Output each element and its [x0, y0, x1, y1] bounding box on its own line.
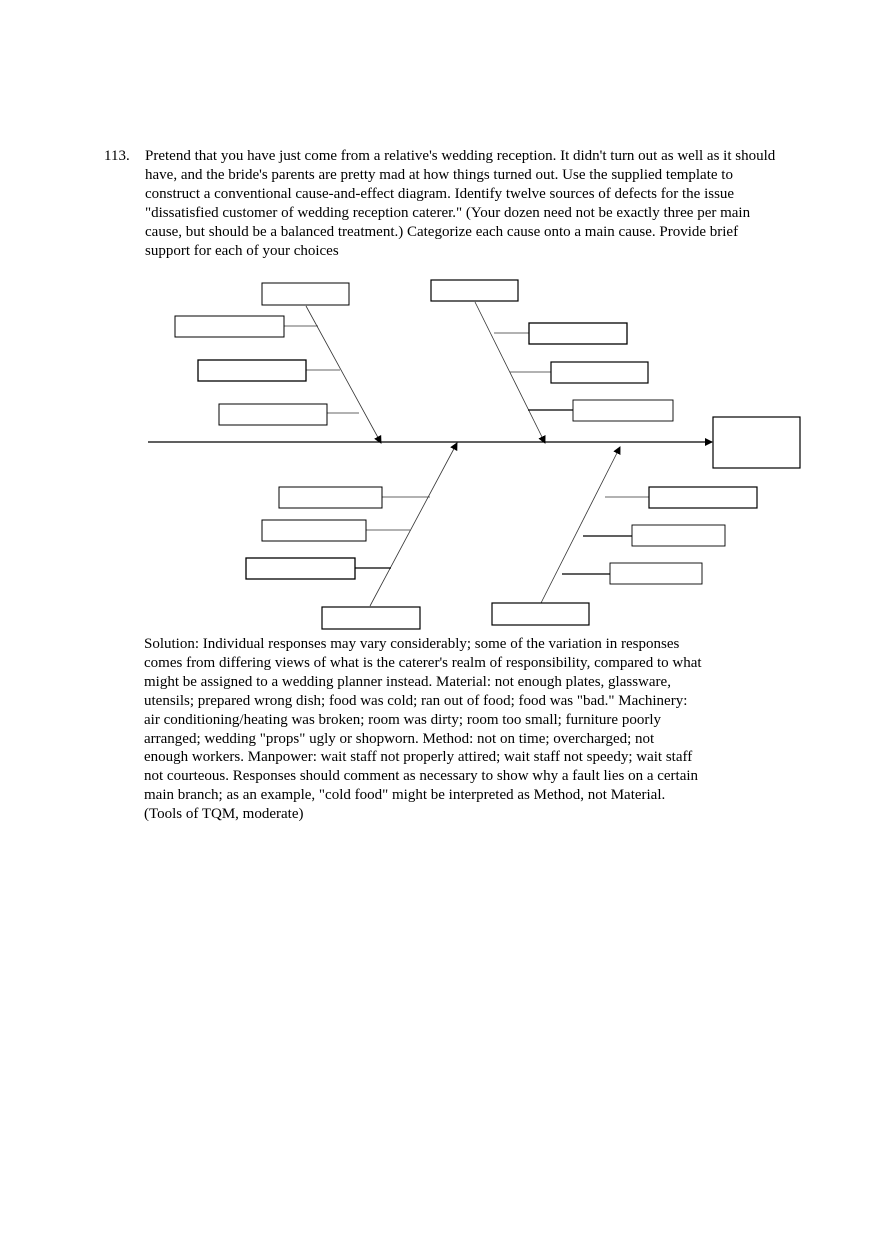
bone-upper-right: [431, 280, 673, 443]
main-cause-box: [322, 607, 420, 629]
sub-cause-box: [219, 404, 327, 425]
sub-cause-box: [198, 360, 306, 381]
solution: [144, 635, 744, 824]
sub-cause-box: [262, 520, 366, 541]
solution-line: might be assigned to a wedding planner instead. Material: not enough plates, glassware,: [144, 673, 671, 690]
solution-line: main branch; as an example, "cold food" might be interpreted as Method, not Material.: [144, 787, 666, 804]
main-bone-line: [370, 443, 457, 606]
sub-cause-box: [551, 362, 648, 383]
question-number: 113.: [104, 148, 130, 164]
sub-cause-box: [529, 323, 627, 344]
bone-lower-left: [246, 443, 457, 629]
solution-line: comes from differing views of what is the caterer's realm of responsibility, compared to what: [144, 654, 702, 671]
sub-cause-box: [175, 316, 284, 337]
solution-line: not courteous. Responses should comment as necessary to show why a fault lies on a certain: [144, 768, 699, 785]
bone-lower-right: [492, 447, 757, 625]
sub-cause-box: [649, 487, 757, 508]
sub-cause-box: [610, 563, 702, 584]
main-bone-line: [541, 447, 620, 603]
solution-line: utensils; prepared wrong dish; food was cold; ran out of food; food was "bad." Machinery:: [144, 692, 688, 709]
effect-box: [713, 417, 800, 468]
main-cause-box: [431, 280, 518, 301]
main-cause-box: [262, 283, 349, 305]
sub-cause-box: [246, 558, 355, 579]
sub-cause-box: [632, 525, 725, 546]
sub-cause-box: [279, 487, 382, 508]
solution-line: air conditioning/heating was broken; room was dirty; room too small; furniture poorly: [144, 711, 661, 728]
solution-line: Solution: Individual responses may vary considerably; some of the variation in responses: [144, 636, 680, 652]
sub-cause-box: [573, 400, 673, 421]
solution-line: (Tools of TQM, moderate): [144, 806, 304, 823]
question-text: Pretend that you have just come from a relative's wedding reception. It didn't turn out as well as it should have, and the bride's parents are pretty mad at how things turned out. Use the supplied template to construct a conventional cause-and-effect diagram. Identify twelve sources of defects for the issue "dissatisfied customer of wedding reception caterer." (Your dozen need not be exactly three per main cause, but should be a balanced treatment.) Categorize each cause onto a main cause. Provide brief support for each of your choices: [145, 148, 776, 259]
solution-line: arranged; wedding "props" ugly or shopworn. Method: not on time; overcharged; not: [144, 730, 655, 747]
main-cause-box: [492, 603, 589, 625]
bone-upper-left: [175, 283, 381, 443]
solution-line: enough workers. Manpower: wait staff not properly attired; wait staff not speedy; wait staff: [144, 749, 693, 766]
